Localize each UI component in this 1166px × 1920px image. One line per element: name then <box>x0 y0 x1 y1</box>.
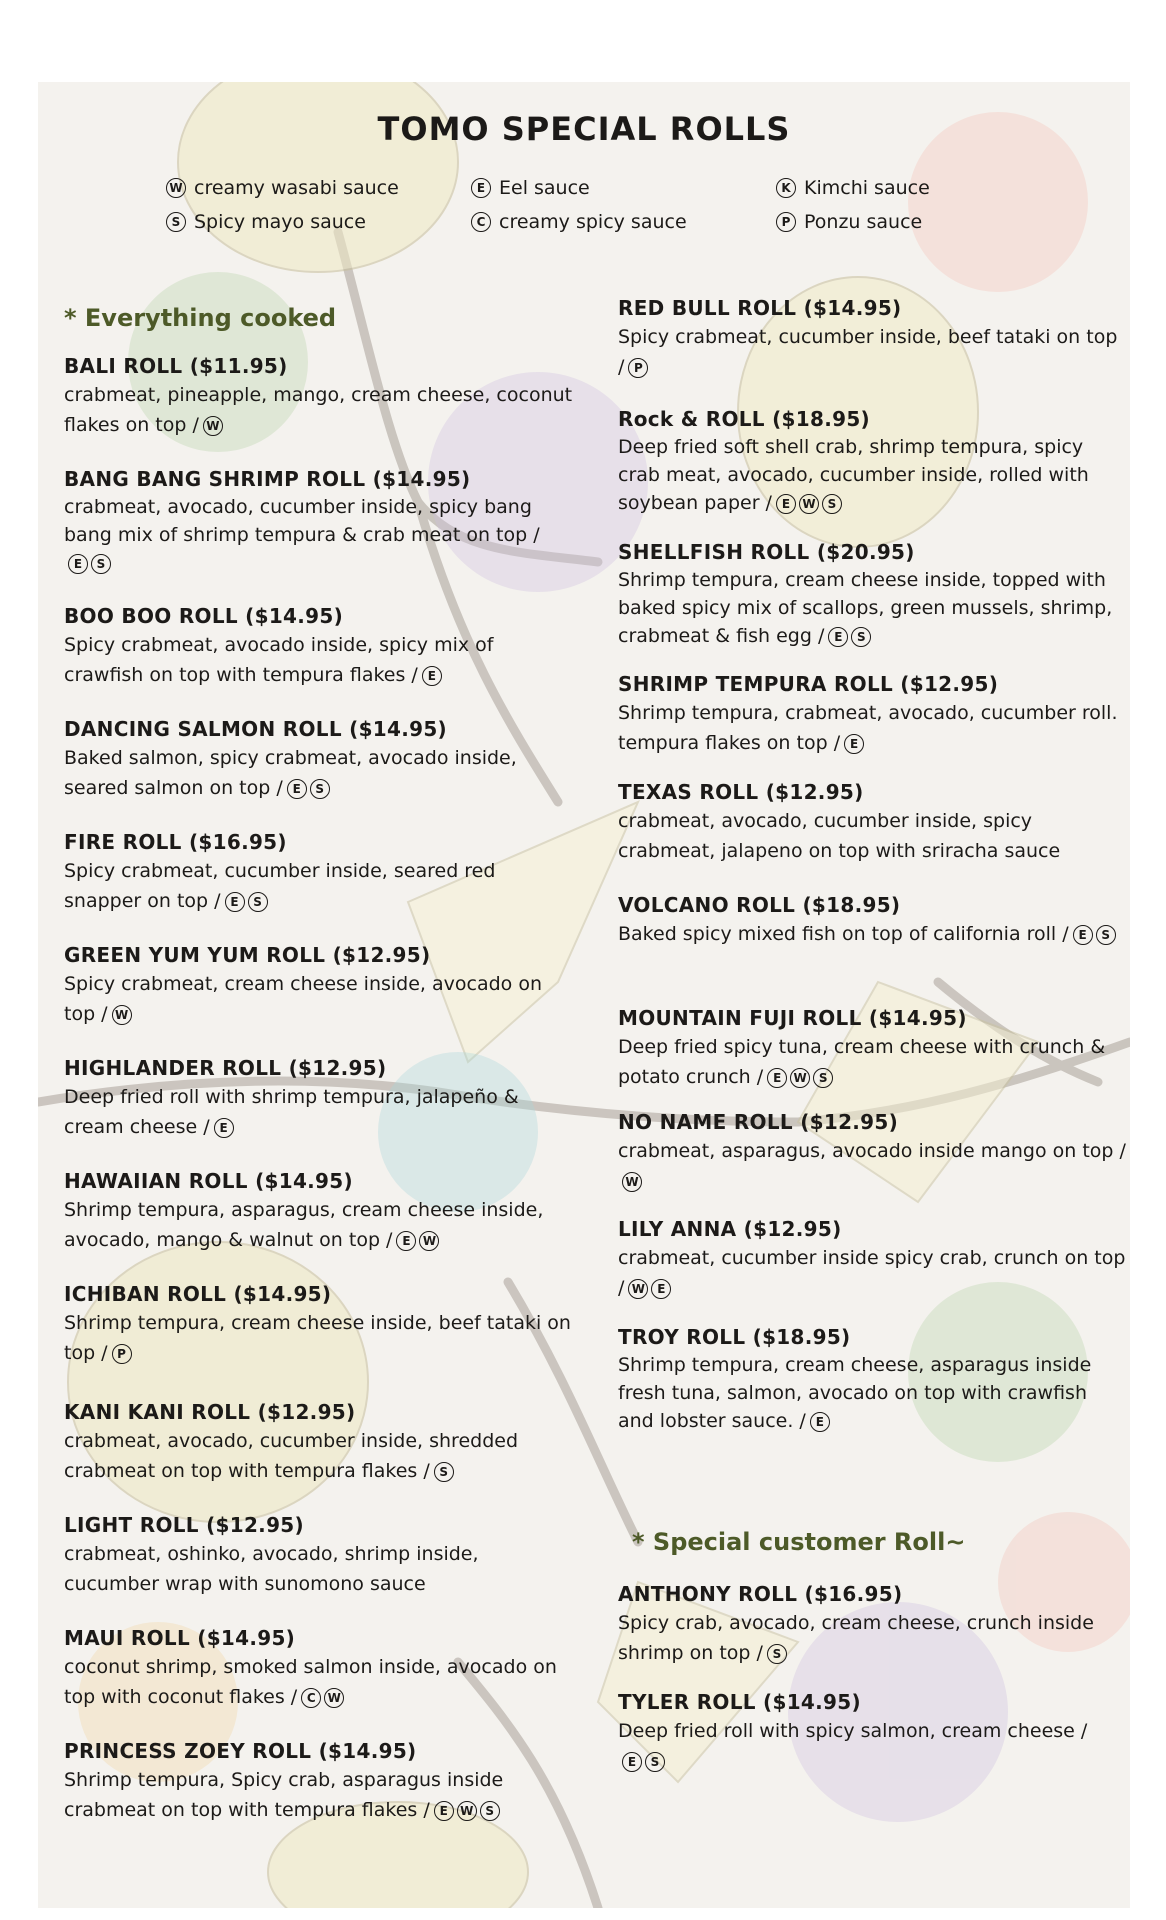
menu-item-description: Shrimp tempura, cream cheese inside, topped with baked spicy mix of scallops, green mussels, shrimp, crabmeat & fish egg / E S <box>618 569 1113 647</box>
sauce-tag-badge: W <box>112 1005 132 1025</box>
sauce-tag-badge: S <box>822 494 842 514</box>
menu-item-name: VOLCANO ROLL ($18.95) <box>618 893 901 917</box>
menu-item-description: crabmeat, oshinko, avocado, shrimp inside, cucumber wrap with sunomono sauce <box>64 1543 479 1595</box>
sauce-tag-badge: E <box>767 1068 787 1088</box>
menu-item <box>64 1400 574 1486</box>
sauce-tags <box>225 892 268 912</box>
sauce-tags <box>828 627 871 647</box>
menu-item-description: Spicy crabmeat, cucumber inside, seared red snapper on top / E S <box>64 860 496 912</box>
menu-item-description: crabmeat, pineapple, mango, cream cheese, coconut flakes on top / W <box>64 384 573 436</box>
legend-label: creamy spicy sauce <box>499 211 687 233</box>
sauce-tag-badge: E <box>422 666 442 686</box>
menu-item-name: LILY ANNA ($12.95) <box>618 1217 842 1241</box>
menu-item <box>618 672 1128 758</box>
menu-item-name: RED BULL ROLL ($14.95) <box>618 296 902 320</box>
sauce-tag-badge: S <box>1096 925 1116 945</box>
sauce-tag-badge: W <box>790 1068 810 1088</box>
menu-item-description: Baked salmon, spicy crabmeat, avocado inside, seared salmon on top / E S <box>64 747 517 799</box>
sauce-tags <box>287 779 330 799</box>
menu-item <box>618 296 1128 382</box>
menu-item-description: Deep fried spicy tuna, cream cheese with crunch & potato crunch / E W S <box>618 1036 1106 1088</box>
menu-item <box>64 830 574 916</box>
sauce-symbol-badge: E <box>471 178 491 198</box>
menu-item-name: TROY ROLL ($18.95) <box>618 1325 851 1349</box>
sauce-tag-badge: S <box>813 1068 833 1088</box>
sauce-tag-badge: W <box>419 1231 439 1251</box>
menu-item-name: KANI KANI ROLL ($12.95) <box>64 1400 356 1424</box>
sauce-tag-badge: W <box>324 1688 344 1708</box>
sauce-tag-badge: S <box>91 554 111 574</box>
menu-item-name: SHELLFISH ROLL ($20.95) <box>618 540 915 564</box>
menu-item-name: TEXAS ROLL ($12.95) <box>618 780 864 804</box>
legend-label: Eel sauce <box>499 177 590 199</box>
menu-item <box>618 1006 1128 1092</box>
legend-label: Kimchi sauce <box>804 177 930 199</box>
sauce-tags <box>214 1118 234 1138</box>
legend-item <box>166 211 471 233</box>
menu-item-name: LIGHT ROLL ($12.95) <box>64 1513 304 1537</box>
sauce-tags <box>434 1462 454 1482</box>
sauce-tag-badge: C <box>301 1688 321 1708</box>
sauce-tag-badge: E <box>651 1279 671 1299</box>
sauce-tags <box>112 1344 132 1364</box>
sauce-tag-badge: E <box>810 1412 830 1432</box>
sauce-symbol-badge: K <box>776 178 796 198</box>
menu-item-description: Spicy crabmeat, avocado inside, spicy mix of crawfish on top with tempura flakes / E <box>64 634 494 686</box>
menu-item <box>64 1169 574 1255</box>
legend-item <box>776 177 966 199</box>
menu-item-name: BOO BOO ROLL ($14.95) <box>64 604 344 628</box>
menu-item <box>618 1690 1128 1776</box>
menu-item-name: HAWAIIAN ROLL ($14.95) <box>64 1169 353 1193</box>
legend-item <box>471 177 776 199</box>
menu-item <box>64 1739 574 1825</box>
sauce-tags <box>628 358 648 378</box>
menu-item <box>618 1582 1128 1668</box>
sauce-legend <box>166 177 966 233</box>
sauce-tag-badge: P <box>628 358 648 378</box>
sauce-tag-badge: E <box>68 554 88 574</box>
menu-item-name: FIRE ROLL ($16.95) <box>64 830 287 854</box>
sauce-tag-badge: E <box>287 779 307 799</box>
menu-item-description: Spicy crabmeat, cream cheese inside, avocado on top / W <box>64 973 542 1025</box>
menu-item <box>64 717 574 803</box>
menu-item <box>64 1056 574 1142</box>
menu-item-description: crabmeat, avocado, cucumber inside, shredded crabmeat on top with tempura flakes / S <box>64 1430 519 1482</box>
menu-item-description: coconut shrimp, smoked salmon inside, avocado on top with coconut flakes / C W <box>64 1656 557 1708</box>
sauce-tags <box>844 734 864 754</box>
menu-item-name: BALI ROLL ($11.95) <box>64 354 288 378</box>
sauce-tags <box>1073 925 1116 945</box>
menu-item-description: Spicy crab, avocado, cream cheese, crunch inside shrimp on top / S <box>618 1612 1094 1664</box>
sauce-tags <box>767 1644 787 1664</box>
menu-item-name: MAUI ROLL ($14.95) <box>64 1626 296 1650</box>
menu-item-name: NO NAME ROLL ($12.95) <box>618 1110 899 1134</box>
menu-item-name: PRINCESS ZOEY ROLL ($14.95) <box>64 1739 417 1763</box>
menu-item <box>64 1282 574 1368</box>
menu-item-description: crabmeat, avocado, cucumber inside, spicy crabmeat, jalapeno on top with sriracha sauce <box>618 810 1061 862</box>
menu-item-name: DANCING SALMON ROLL ($14.95) <box>64 717 447 741</box>
sauce-tags <box>810 1412 830 1432</box>
sauce-symbol-badge: C <box>471 212 491 232</box>
menu-item-description: Spicy crabmeat, cucumber inside, beef tataki on top / P <box>618 326 1118 378</box>
menu-item-name: Rock & ROLL ($18.95) <box>618 407 870 431</box>
sauce-tags <box>422 666 442 686</box>
sauce-tags <box>776 494 842 514</box>
sauce-tags <box>68 554 111 574</box>
legend-label: Spicy mayo sauce <box>194 211 366 233</box>
sauce-tag-badge: W <box>203 416 223 436</box>
sauce-tag-badge: W <box>628 1279 648 1299</box>
sauce-tags <box>203 416 223 436</box>
sauce-tag-badge: S <box>434 1462 454 1482</box>
menu-item-name: BANG BANG SHRIMP ROLL ($14.95) <box>64 467 471 491</box>
menu-item-description: Shrimp tempura, asparagus, cream cheese inside, avocado, mango & walnut on top / E W <box>64 1199 544 1251</box>
sauce-tag-badge: S <box>310 779 330 799</box>
menu-item <box>618 540 1128 650</box>
menu-item <box>64 604 574 690</box>
legend-item <box>166 177 471 199</box>
legend-label: creamy wasabi sauce <box>194 177 399 199</box>
menu-item-description: Shrimp tempura, Spicy crab, asparagus inside crabmeat on top with tempura flakes / E W S <box>64 1769 504 1821</box>
menu-item-name: HIGHLANDER ROLL ($12.95) <box>64 1056 387 1080</box>
menu-item <box>618 893 1128 949</box>
sauce-tags <box>767 1068 833 1088</box>
menu-item <box>64 467 574 577</box>
menu-item-name: ICHIBAN ROLL ($14.95) <box>64 1282 332 1306</box>
sauce-tag-badge: S <box>767 1644 787 1664</box>
sauce-tags <box>622 1752 665 1772</box>
sauce-tag-badge: S <box>480 1801 500 1821</box>
legend-item <box>471 211 776 233</box>
menu-item <box>618 407 1128 517</box>
sauce-tag-badge: E <box>844 734 864 754</box>
sauce-tag-badge: S <box>851 627 871 647</box>
sauce-tag-badge: E <box>828 627 848 647</box>
menu-item-description: Shrimp tempura, crabmeat, avocado, cucumber roll. tempura flakes on top / E <box>618 702 1118 754</box>
menu-item-description: crabmeat, cucumber inside spicy crab, crunch on top / W E <box>618 1247 1126 1299</box>
menu-title: TOMO SPECIAL ROLLS <box>377 110 791 148</box>
legend-item <box>776 211 966 233</box>
sauce-tags <box>112 1005 132 1025</box>
sauce-tag-badge: E <box>1073 925 1093 945</box>
sauce-tag-badge: W <box>622 1172 642 1192</box>
menu-item-name: SHRIMP TEMPURA ROLL ($12.95) <box>618 672 999 696</box>
sauce-tag-badge: E <box>225 892 245 912</box>
sauce-tag-badge: E <box>396 1231 416 1251</box>
sauce-tag-badge: S <box>645 1752 665 1772</box>
section-title-special-customer: * Special customer Roll~ <box>632 1528 966 1556</box>
menu-item-description: Deep fried roll with spicy salmon, cream cheese / E S <box>618 1716 1128 1776</box>
sauce-symbol-badge: W <box>166 178 186 198</box>
sauce-tags <box>434 1801 500 1821</box>
menu-item <box>618 1325 1128 1435</box>
menu-item <box>618 1110 1128 1196</box>
menu-item-name: MOUNTAIN FUJI ROLL ($14.95) <box>618 1006 967 1030</box>
menu-item-description: Shrimp tempura, cream cheese inside, beef tataki on top / P <box>64 1312 571 1364</box>
menu-item <box>618 1217 1128 1303</box>
menu-item <box>618 780 1128 866</box>
menu-item-description: Baked spicy mixed fish on top of california roll / E S <box>618 919 1128 949</box>
menu-item <box>64 1513 574 1599</box>
sauce-tag-badge: W <box>799 494 819 514</box>
menu-item-name: GREEN YUM YUM ROLL ($12.95) <box>64 943 431 967</box>
sauce-tags <box>628 1279 671 1299</box>
menu-item <box>64 354 574 440</box>
sauce-tags <box>301 1688 344 1708</box>
menu-item <box>64 943 574 1029</box>
menu-page <box>38 82 1130 1908</box>
menu-item-description: Deep fried roll with shrimp tempura, jalapeño & cream cheese / E <box>64 1086 519 1138</box>
menu-item-description: crabmeat, avocado, cucumber inside, spicy bang bang mix of shrimp tempura & crab meat on top / E S <box>64 493 574 577</box>
menu-item-name: TYLER ROLL ($14.95) <box>618 1690 861 1714</box>
menu-item-description: crabmeat, asparagus, avocado inside mango on top / W <box>618 1136 1128 1196</box>
sauce-tags <box>396 1231 439 1251</box>
sauce-tag-badge: E <box>214 1118 234 1138</box>
menu-item-description: Deep fried soft shell crab, shrimp tempura, spicy crab meat, avocado, cucumber inside, rolled with soybean paper / E W S <box>618 436 1089 514</box>
sauce-symbol-badge: P <box>776 212 796 232</box>
menu-item <box>64 1626 574 1712</box>
menu-item-description: Shrimp tempura, cream cheese, asparagus inside fresh tuna, salmon, avocado on top with crawfish and lobster sauce. / E <box>618 1354 1092 1432</box>
legend-label: Ponzu sauce <box>804 211 923 233</box>
sauce-symbol-badge: S <box>166 212 186 232</box>
sauce-tags <box>622 1172 642 1192</box>
sauce-tag-badge: S <box>248 892 268 912</box>
sauce-tag-badge: W <box>457 1801 477 1821</box>
menu-item-name: ANTHONY ROLL ($16.95) <box>618 1582 903 1606</box>
sauce-tag-badge: E <box>622 1752 642 1772</box>
sauce-tag-badge: E <box>776 494 796 514</box>
sauce-tag-badge: E <box>434 1801 454 1821</box>
sauce-tag-badge: P <box>112 1344 132 1364</box>
section-title-everything-cooked: * Everything cooked <box>64 304 337 332</box>
